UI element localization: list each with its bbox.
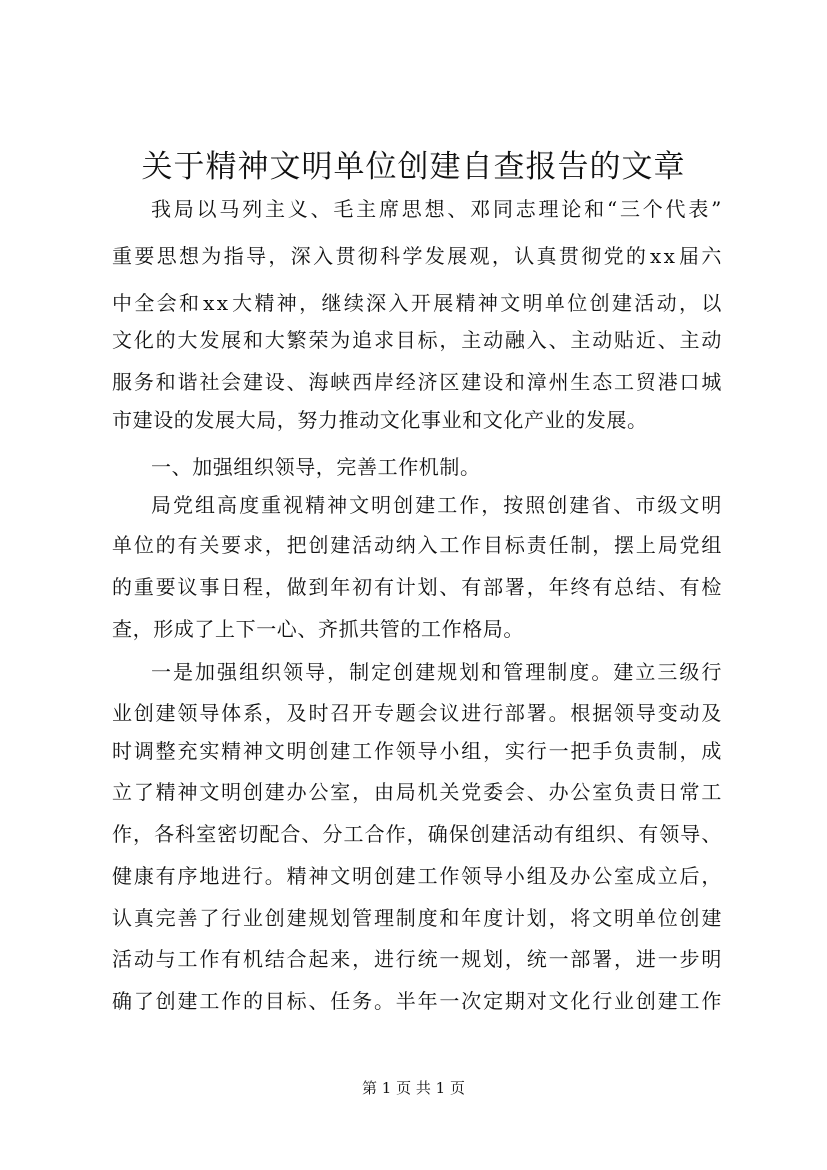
paragraph-line: 服 务 和 谐 社 会 建 设 、 海 峡 西 岸 经 济 区 建 设 和 漳 州 生 态 工 贸 港 口 城 (112, 370, 722, 394)
paragraph-line: 健 康 有 序 地 进 行 。 精 神 文 明 创 建 工 作 领 导 小 组 及 办 公 室 成 立 后 ， (112, 864, 722, 888)
paragraph-line: 作 ， 各 科 室 密 切 配 合 、 分 工 合 作 ， 确 保 创 建 活 动 有 组 织 、 有 领 导 、 (112, 822, 722, 846)
paragraph-line: 查，形成了上下一心、齐抓共管的工作格局。 (112, 617, 524, 641)
paragraph-line: 认 真 完 善 了 行 业 创 建 规 划 管 理 制 度 和 年 度 计 划 ， 将 文 明 单 位 创 建 (112, 906, 722, 930)
paragraph-line: 立 了 精 神 文 明 创 建 办 公 室 ， 由 局 机 关 党 委 会 、 办 公 室 负 责 日 常 工 (112, 780, 722, 804)
paragraph-line: 业 创 建 领 导 体 系 ， 及 时 召 开 专 题 会 议 进 行 部 署 。 根 据 领 导 变 动 及 (112, 701, 722, 725)
paragraph-line: 单 位 的 有 关 要 求 ， 把 创 建 活 动 纳 入 工 作 目 标 责 任 制 ， 摆 上 局 党 组 (112, 533, 722, 557)
paragraph-line: 重 要 思 想 为 指 导 ， 深 入 贯 彻 科 学 发 展 观 ， 认 真 贯 彻 党 的 x x 届 六 (112, 244, 722, 268)
paragraph-line: 一 是 加 强 组 织 领 导 ， 制 定 创 建 规 划 和 管 理 制 度 。 建 立 三 级 行 (151, 660, 722, 684)
paragraph-line: 我 局 以 马 列 主 义 、 毛 主 席 思 想 、 邓 同 志 理 论 和 “ 三 个 代 表 ” (151, 197, 722, 221)
paragraph-line: 确 了 创 建 工 作 的 目 标 、 任 务 。 半 年 一 次 定 期 对 文 化 行 业 创 建 工 作 (112, 989, 722, 1013)
paragraph-line: 市建设的发展大局，努力推动文化事业和文化产业的发展。 (112, 408, 648, 432)
paragraph-line: 时 调 整 充 实 精 神 文 明 创 建 工 作 领 导 小 组 ， 实 行 一 把 手 负 责 制 ， 成 (112, 739, 722, 763)
paragraph-line: 中 全 会 和 x x 大 精 神 ， 继 续 深 入 开 展 精 神 文 明 单 位 创 建 活 动 ， 以 (112, 291, 722, 315)
paragraph-line: 局 党 组 高 度 重 视 精 神 文 明 创 建 工 作 ， 按 照 创 建 省 、 市 级 文 明 (151, 493, 722, 517)
paragraph-line: 活 动 与 工 作 有 机 结 合 起 来 ， 进 行 统 一 规 划 ， 统 一 部 署 ， 进 一 步 明 (112, 947, 722, 971)
section-heading: 一、加强组织领导，完善工作机制。 (151, 455, 481, 479)
paragraph-line: 文 化 的 大 发 展 和 大 繁 荣 为 追 求 目 标 ， 主 动 融 入 、 主 动 贴 近 、 主 动 (112, 328, 722, 352)
paragraph-line: 的 重 要 议 事 日 程 ， 做 到 年 初 有 计 划 、 有 部 署 ， 年 终 有 总 结 、 有 检 (112, 575, 722, 599)
page-number-footer: 第 1 页 共 1 页 (362, 1079, 465, 1097)
document-title: 关于精神文明单位创建自查报告的文章 (141, 149, 686, 185)
